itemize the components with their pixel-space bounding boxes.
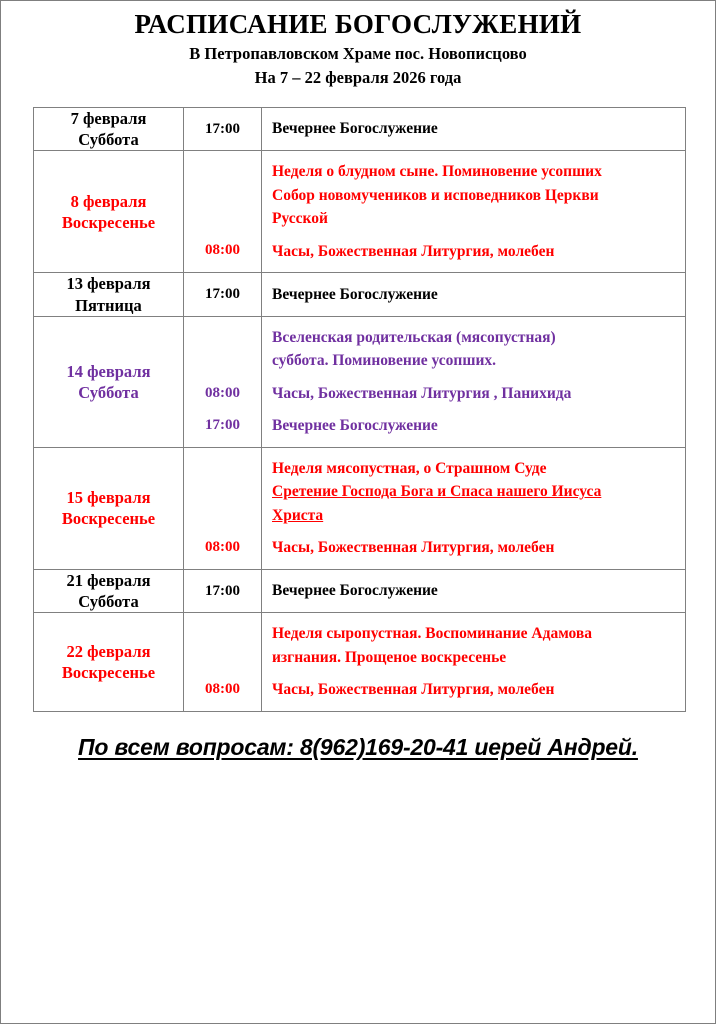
cell-date <box>34 273 184 316</box>
description-lines <box>262 613 685 711</box>
description-line: Сретение Господа Бога и Спаса нашего Иисуса <box>272 483 602 501</box>
time-lines <box>184 152 261 271</box>
date-weekday: Суббота <box>78 382 139 402</box>
description-line: Неделя сыропустная. Воспоминание Адамова <box>272 625 593 643</box>
description-line: Русской <box>272 210 328 228</box>
description-line: Часы, Божественная Литургия, молебен <box>272 681 555 699</box>
time-lines <box>184 118 261 141</box>
date-weekday: Воскресенье <box>61 663 156 683</box>
cell-time <box>184 613 262 712</box>
table-row <box>34 316 686 447</box>
description-spacer <box>262 669 685 678</box>
description-line: Часы, Божественная Литургия, молебен <box>272 242 555 260</box>
time-value: 08:00 <box>205 538 240 555</box>
schedule-table-container <box>1 107 715 712</box>
time-lines <box>184 318 261 446</box>
description-line: изгнания. Прощеное воскресенье <box>272 648 507 666</box>
description-line: Часы, Божественная Литургия, молебен <box>272 539 555 557</box>
description-line: суббота. Поминовение усопших. <box>272 352 497 370</box>
date-weekday: Пятница <box>75 295 142 315</box>
cell-date <box>34 316 184 447</box>
document-footer <box>1 734 715 761</box>
description-line: Вечернее Богослужение <box>272 582 438 600</box>
cell-description <box>262 570 686 613</box>
cell-description <box>262 151 686 273</box>
cell-date <box>34 108 184 151</box>
description-lines <box>262 448 685 569</box>
document-header <box>1 1 715 90</box>
cell-description <box>262 316 686 447</box>
cell-description <box>262 108 686 151</box>
time-spacer <box>184 405 261 414</box>
cell-time <box>184 151 262 273</box>
description-line: Вечернее Богослужение <box>272 285 438 303</box>
time-spacer <box>184 230 261 239</box>
time-value: 08:00 <box>205 242 240 259</box>
time-spacer <box>184 527 261 536</box>
description-lines <box>262 151 685 272</box>
description-lines <box>262 317 685 447</box>
description-spacer <box>262 527 685 536</box>
description-line: Христа <box>272 506 324 524</box>
date-day: 13 февраля <box>66 274 151 294</box>
cell-time <box>184 316 262 447</box>
description-lines <box>262 283 685 307</box>
date-day: 21 февраля <box>66 571 151 590</box>
date-weekday: Воскресенье <box>61 509 156 529</box>
description-lines <box>262 579 685 603</box>
time-value: 17:00 <box>205 416 240 433</box>
date-day: 7 февраля <box>70 109 147 128</box>
time-spacer <box>184 373 261 382</box>
description-lines <box>262 117 685 141</box>
description-line: Неделя мясопустная, о Страшном Суде <box>272 459 547 477</box>
time-spacer <box>184 669 261 678</box>
schedule-table-body <box>34 108 686 712</box>
cell-description <box>262 613 686 712</box>
cell-time <box>184 570 262 613</box>
description-spacer <box>262 373 685 382</box>
table-row <box>34 447 686 569</box>
description-spacer <box>262 231 685 240</box>
cell-description <box>262 273 686 316</box>
date-weekday: Воскресенье <box>61 212 156 232</box>
time-value: 17:00 <box>205 120 240 137</box>
date-weekday: Суббота <box>78 592 139 612</box>
date-day: 8 февраля <box>70 191 147 211</box>
cell-time <box>184 108 262 151</box>
cell-date <box>34 447 184 569</box>
time-lines <box>184 580 261 603</box>
cell-time <box>184 273 262 316</box>
description-line: Вечернее Богослужение <box>272 417 438 435</box>
contact-info: По всем вопросам: 8(962)169-20-41 иерей Андрей. <box>78 733 638 760</box>
description-line: Вечернее Богослужение <box>272 120 438 138</box>
page-title: РАСПИСАНИЕ БОГОСЛУЖЕНИЙ <box>134 9 582 39</box>
table-row <box>34 273 686 316</box>
cell-date <box>34 570 184 613</box>
description-line: Собор новомучеников и исповедников Церкви <box>272 186 599 204</box>
cell-date <box>34 613 184 712</box>
table-row <box>34 108 686 151</box>
time-value: 08:00 <box>205 681 240 698</box>
table-row <box>34 613 686 712</box>
schedule-table <box>33 107 686 712</box>
description-line: Неделя о блудном сыне. Поминовение усопших <box>272 163 602 181</box>
cell-time <box>184 447 262 569</box>
date-weekday: Суббота <box>78 130 139 150</box>
time-lines <box>184 449 261 568</box>
date-day: 22 февраля <box>66 641 151 661</box>
time-value: 17:00 <box>205 286 240 303</box>
church-name: В Петропавловском Храме пос. Новописцово <box>189 44 527 64</box>
cell-description <box>262 447 686 569</box>
date-day: 14 февраля <box>66 361 151 381</box>
cell-date <box>34 151 184 273</box>
time-lines <box>184 283 261 306</box>
description-spacer <box>262 405 685 414</box>
description-line: Вселенская родительская (мясопустная) <box>272 328 556 346</box>
time-value: 17:00 <box>205 582 240 599</box>
time-value: 08:00 <box>205 384 240 401</box>
table-row <box>34 151 686 273</box>
description-line: Часы, Божественная Литургия , Панихида <box>272 384 572 402</box>
date-range: На 7 – 22 февраля 2026 года <box>254 68 462 88</box>
time-lines <box>184 614 261 710</box>
date-day: 15 февраля <box>66 488 151 508</box>
table-row <box>34 570 686 613</box>
